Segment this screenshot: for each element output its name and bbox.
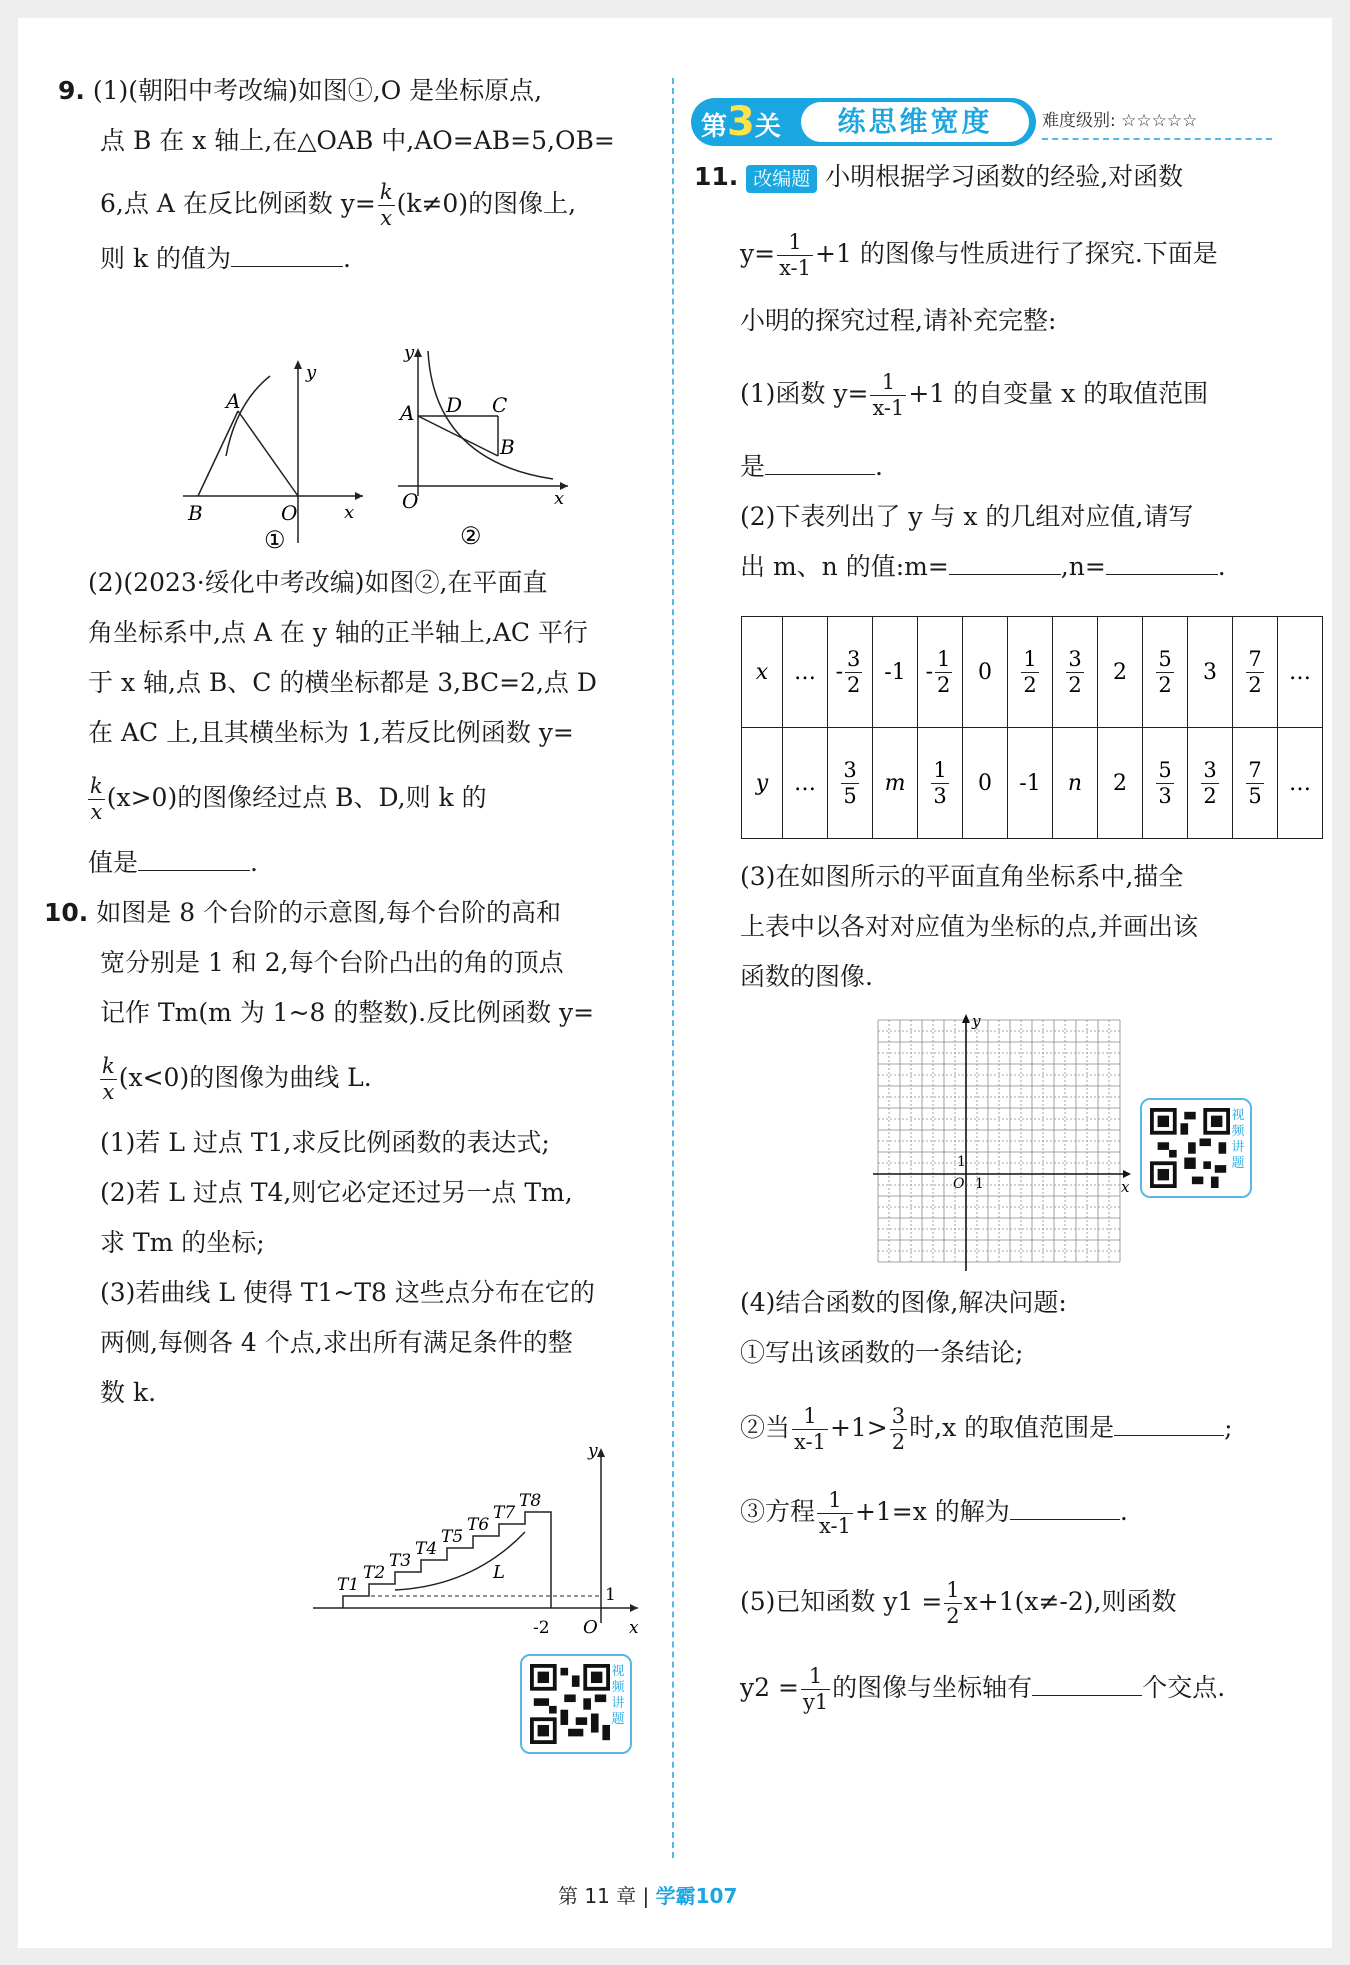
q11-text: 个交点.	[1142, 1673, 1226, 1702]
frac-den: x-1	[872, 396, 905, 420]
frac-den: 3	[1158, 783, 1172, 808]
qr-code-icon	[530, 1664, 610, 1744]
table-cell: …	[1278, 728, 1323, 839]
q11-s1	[740, 370, 1208, 421]
q10-s3-line2: 两侧,每侧各 4 个点,求出所有满足条件的整	[100, 1328, 573, 1357]
q10-s3-line3: 数 k.	[100, 1378, 157, 1407]
figure-caption: ①	[264, 526, 286, 554]
table-cell: …	[783, 617, 828, 728]
answer-blank[interactable]	[231, 242, 343, 267]
label-o: O	[583, 1617, 598, 1638]
q9-figure-2	[378, 336, 578, 558]
q10-text: 如图是 8 个台阶的示意图,每个台阶的高和	[96, 898, 561, 927]
q11-text: (1)函数 y=	[740, 379, 869, 408]
frac-num: 1	[1023, 646, 1037, 671]
q11-line1	[694, 158, 1183, 196]
level-prefix: 第	[701, 112, 728, 142]
q11-text: ③方程	[740, 1497, 816, 1526]
label-t7: T7	[493, 1503, 516, 1523]
label-b: B	[500, 435, 515, 459]
q11-text: +1 的图像与性质进行了探究.下面是	[815, 239, 1218, 268]
table-cell	[1143, 617, 1188, 728]
frac-den: 2	[847, 672, 861, 697]
q9-p2-line3: 于 x 轴,点 B、C 的横坐标都是 3,BC=2,点 D	[88, 668, 597, 697]
segment-ao	[238, 411, 298, 496]
frac-den: x-1	[819, 1514, 851, 1538]
label-o: O	[402, 489, 419, 513]
q11-text: .	[1119, 1497, 1128, 1526]
q10-text: (x<0)的图像为曲线 L.	[118, 1063, 372, 1092]
label-one-x: 1	[975, 1176, 984, 1192]
cell-fraction	[1246, 647, 1263, 698]
q9-text: 6,点 A 在反比例函数 y=	[100, 189, 376, 218]
q11-s4-q3	[740, 1488, 1128, 1539]
table-cell: n	[1053, 728, 1098, 839]
label-t4: T4	[415, 1539, 438, 1559]
table-row-y	[742, 728, 1323, 839]
answer-blank[interactable]	[1010, 1495, 1120, 1520]
qr-code-video-left[interactable]	[520, 1654, 632, 1754]
footer-brand: 学霸	[655, 1884, 696, 1908]
label-x: x	[554, 488, 565, 509]
q11-s4-line1: (4)结合函数的图像,解决问题:	[740, 1288, 1067, 1317]
cell-fraction	[841, 758, 858, 809]
frac-den: x	[102, 1080, 115, 1104]
q11-s1-frac	[870, 370, 906, 421]
table-cell	[1053, 617, 1098, 728]
grid-lines	[878, 1020, 1120, 1262]
difficulty-label: 难度级别:	[1042, 111, 1116, 131]
q11-s5-frac	[944, 1578, 961, 1629]
table-cell	[1143, 728, 1188, 839]
figure-caption: ②	[460, 522, 482, 550]
q11-s3-line2: 上表中以各对对应值为坐标的点,并画出该	[740, 912, 1198, 941]
q11-s4-frac	[792, 1404, 828, 1455]
label-a: A	[226, 389, 241, 413]
level-number: 3	[727, 99, 755, 145]
label-x: x	[1121, 1178, 1130, 1196]
q11-text: y2 =	[740, 1673, 799, 1702]
q10-s3-line1: (3)若曲线 L 使得 T1~T8 这些点分布在它的	[100, 1278, 595, 1307]
frac-den: 2	[937, 672, 951, 697]
q11-s5-line1	[740, 1578, 1176, 1629]
minus-sign: -	[925, 659, 934, 684]
frac-num: k	[379, 180, 393, 204]
q11-s4-q2	[740, 1404, 1233, 1455]
hyperbola-curve	[226, 376, 270, 456]
frac-den: x-1	[794, 1430, 826, 1454]
frac-num: 1	[870, 370, 906, 396]
page-number: 107	[695, 1884, 738, 1908]
q9-frac	[378, 180, 395, 231]
y-arrow	[962, 1014, 970, 1023]
blank-coordinate-grid[interactable]	[873, 1006, 1143, 1274]
frac-den: x	[90, 800, 103, 824]
q9-p2-line1: (2)(2023·绥化中考改编)如图②,在平面直	[88, 568, 548, 597]
table-cell	[1008, 617, 1053, 728]
q11-text: y=	[740, 239, 776, 268]
table-cell: 3	[1188, 617, 1233, 728]
q9-line4: 则 k 的值为 .	[100, 244, 351, 273]
label-t2: T2	[363, 1563, 386, 1583]
q9-p2-line5	[88, 774, 487, 825]
segment-ba	[198, 411, 238, 496]
q9-number: 9.	[58, 76, 85, 105]
table-cell	[1233, 617, 1278, 728]
label-t1: T1	[337, 1575, 360, 1595]
table-cell	[1233, 728, 1278, 839]
q11-s5-line2	[740, 1664, 1225, 1715]
q10-staircase-figure	[293, 1438, 643, 1668]
q9-p2-line2: 角坐标系中,点 A 在 y 轴的正半轴上,AC 平行	[88, 618, 588, 647]
x-arrow	[1123, 1170, 1131, 1178]
frac-num: 7	[1248, 757, 1262, 782]
table-cell: …	[783, 728, 828, 839]
frac-den: 2	[1248, 672, 1262, 697]
q10-frac	[100, 1054, 117, 1105]
qr-code-video-right[interactable]	[1140, 1098, 1252, 1198]
q10-line4	[100, 1054, 372, 1105]
q11-text: 出 m、n 的值:m=	[740, 552, 949, 581]
q11-text: +1=x 的解为	[854, 1497, 1010, 1526]
answer-blank[interactable]	[1114, 1411, 1224, 1436]
frac-num: 1	[792, 1404, 828, 1430]
q11-s3-line1: (3)在如图所示的平面直角坐标系中,描全	[740, 862, 1184, 891]
q11-text: (5)已知函数 y1 =	[740, 1587, 943, 1616]
q9-text: (1)(朝阳中考改编)如图①,O 是坐标原点,	[92, 76, 543, 105]
frac-den: 3	[933, 783, 947, 808]
frac-num: k	[90, 774, 103, 798]
segment-ab	[418, 416, 498, 456]
header-dashed-line	[1042, 138, 1272, 140]
q10-line3: 记作 Tm(m 为 1~8 的整数).反比例函数 y=	[100, 998, 595, 1027]
qr-code-icon	[1150, 1108, 1230, 1188]
table-cell	[1188, 728, 1233, 839]
q11-text: 时,x 的取值范围是	[909, 1413, 1115, 1442]
frac-num: 1	[937, 646, 951, 671]
frac-num: 1	[946, 1578, 960, 1602]
label-o: O	[953, 1176, 965, 1192]
qr-side-label: 视频讲题	[611, 1664, 625, 1727]
table-header-x: x	[742, 617, 783, 728]
q11-text: ②当	[740, 1413, 791, 1442]
table-cell	[918, 617, 963, 728]
label-l: L	[493, 1562, 505, 1583]
frac-den: x	[380, 206, 393, 230]
q11-number: 11.	[694, 162, 739, 191]
page	[18, 18, 1332, 1948]
q11-s2-line1: (2)下表列出了 y 与 x 的几组对应值,请写	[740, 502, 1194, 531]
y-arrow	[414, 348, 422, 357]
y-arrow	[294, 360, 302, 369]
table-header-y: y	[742, 728, 783, 839]
label-b: B	[188, 501, 203, 525]
answer-blank[interactable]	[1032, 1671, 1142, 1696]
level-label	[701, 98, 781, 151]
table-row-x	[742, 617, 1323, 728]
label-d: D	[446, 393, 463, 417]
q9-text: (k≠0)的图像上,	[396, 189, 577, 218]
q11-s4-frac2	[890, 1404, 907, 1455]
table-cell: 0	[963, 617, 1008, 728]
table-cell: …	[1278, 617, 1323, 728]
cell-fraction	[1066, 647, 1083, 698]
q11-text: 的图像与坐标轴有	[832, 1673, 1033, 1702]
label-x: x	[629, 1618, 639, 1638]
section-title: 练思维宽度	[801, 102, 1029, 142]
q9-p2-line4: 在 AC 上,且其横坐标为 1,若反比例函数 y=	[88, 718, 574, 747]
table-cell: 0	[963, 728, 1008, 839]
answer-blank[interactable]	[138, 846, 250, 871]
label-t5: T5	[441, 1527, 464, 1547]
q9-figure-1	[178, 348, 378, 558]
frac-num: k	[102, 1054, 115, 1078]
answer-blank-n[interactable]	[1106, 550, 1218, 575]
label-t3: T3	[389, 1551, 412, 1571]
label-one-y: 1	[957, 1154, 966, 1170]
table-cell: -1	[1008, 728, 1053, 839]
answer-blank[interactable]	[765, 450, 875, 475]
y-arrow	[597, 1448, 605, 1457]
q11-s3-line3: 函数的图像.	[740, 962, 873, 991]
q11-s2-line2: 出 m、n 的值:m= ,n= .	[740, 552, 1226, 581]
minus-sign: -	[835, 659, 844, 684]
frac-num: 3	[1203, 757, 1217, 782]
table-cell	[828, 728, 873, 839]
frac-den: x-1	[779, 256, 812, 280]
footer-chapter: 第 11 章	[558, 1884, 637, 1908]
cell-fraction	[1156, 758, 1173, 809]
q11-text: 是	[740, 452, 766, 481]
label-y: y	[588, 1441, 598, 1461]
table-cell	[918, 728, 963, 839]
x-arrow	[630, 1604, 638, 1612]
frac-num: 5	[1158, 646, 1172, 671]
section-header-pill	[691, 98, 1036, 146]
q11-intro-frac	[777, 230, 813, 281]
frac-num: 3	[891, 1404, 906, 1428]
frac-den: y1	[802, 1690, 829, 1714]
difficulty-stars: ☆☆☆☆☆	[1121, 111, 1198, 131]
q9-text: (x>0)的图像经过点 B、D,则 k 的	[106, 783, 487, 812]
q10-s1: (1)若 L 过点 T1,求反比例函数的表达式;	[100, 1128, 550, 1157]
frac-num: 3	[843, 757, 857, 782]
q9-text: 则 k 的值为	[100, 244, 232, 273]
label-c: C	[492, 393, 508, 417]
xy-value-table	[741, 616, 1323, 839]
q9-line1	[58, 72, 542, 110]
label-x: x	[344, 502, 355, 523]
frac-num: 5	[1158, 757, 1172, 782]
cell-fraction	[931, 758, 948, 809]
q9-text: 值是	[88, 848, 139, 877]
frac-den: 2	[1203, 783, 1217, 808]
label-t6: T6	[467, 1515, 490, 1535]
q10-s2-line2: 求 Tm 的坐标;	[100, 1228, 265, 1257]
frac-den: 2	[891, 1430, 906, 1454]
q11-s4-q3-frac	[817, 1488, 853, 1539]
label-o: O	[281, 501, 298, 525]
q11-text: x+1(x≠-2),则函数	[963, 1587, 1177, 1616]
difficulty-rating	[1042, 106, 1197, 136]
label-y: y	[306, 362, 317, 383]
q11-text: +1>	[829, 1413, 888, 1442]
cell-fraction	[845, 647, 862, 698]
cell-fraction	[1156, 647, 1173, 698]
q11-s4-q1: ①写出该函数的一条结论;	[740, 1338, 1024, 1367]
label-one: 1	[605, 1585, 616, 1605]
frac-num: 3	[847, 646, 861, 671]
label-y: y	[404, 342, 415, 363]
frac-den: 2	[1023, 672, 1037, 697]
label-t8: T8	[519, 1491, 542, 1511]
frac-num: 1	[777, 230, 813, 256]
frac-num: 1	[801, 1664, 830, 1690]
q9-p2-line6: 值是 .	[88, 848, 258, 877]
q10-number: 10.	[44, 898, 89, 927]
frac-num: 7	[1248, 646, 1262, 671]
q9-p2-frac	[88, 774, 105, 825]
cell-fraction	[1201, 758, 1218, 809]
table-cell: 2	[1098, 728, 1143, 839]
frac-den: 2	[1158, 672, 1172, 697]
table-cell	[828, 617, 873, 728]
q9-line3	[100, 180, 576, 231]
q11-line3: 小明的探究过程,请补充完整:	[740, 306, 1057, 335]
cell-fraction	[1246, 758, 1263, 809]
frac-den: 2	[946, 1604, 960, 1628]
q10-s2-line1: (2)若 L 过点 T4,则它必定还过另一点 Tm,	[100, 1178, 573, 1207]
q11-s1-line2: 是 .	[740, 452, 883, 481]
frac-num: 1	[933, 757, 947, 782]
qr-side-label: 视频讲题	[1231, 1108, 1245, 1171]
q11-s5-frac2	[801, 1664, 830, 1715]
frac-den: 5	[843, 783, 857, 808]
answer-blank-m[interactable]	[949, 550, 1061, 575]
label-y: y	[972, 1012, 981, 1030]
level-suffix: 关	[754, 112, 781, 142]
frac-num: 3	[1068, 646, 1082, 671]
table-cell: -1	[873, 617, 918, 728]
label-a: A	[400, 401, 415, 425]
adapted-question-tag: 改编题	[746, 165, 817, 193]
frac-num: 1	[817, 1488, 853, 1514]
frac-den: 2	[1068, 672, 1082, 697]
q11-text: ;	[1224, 1413, 1233, 1442]
table-cell: 2	[1098, 617, 1143, 728]
q10-line1	[44, 894, 561, 932]
x-arrow	[355, 492, 363, 500]
table-cell: m	[873, 728, 918, 839]
frac-den: 5	[1248, 783, 1262, 808]
column-divider	[672, 78, 674, 1858]
cell-fraction	[1021, 647, 1038, 698]
q11-line2	[740, 230, 1218, 281]
cell-fraction	[935, 647, 952, 698]
q10-line2: 宽分别是 1 和 2,每个台阶凸出的角的顶点	[100, 948, 564, 977]
page-footer: 第 11 章 | 学霸107	[558, 1884, 738, 1908]
label-neg2: -2	[533, 1618, 550, 1638]
q11-text: 小明根据学习函数的经验,对函数	[825, 162, 1184, 191]
q11-text: +1 的自变量 x 的取值范围	[908, 379, 1209, 408]
q11-text: ,n=	[1060, 552, 1106, 581]
q9-line2: 点 B 在 x 轴上,在△OAB 中,AO=AB=5,OB=	[100, 126, 615, 155]
